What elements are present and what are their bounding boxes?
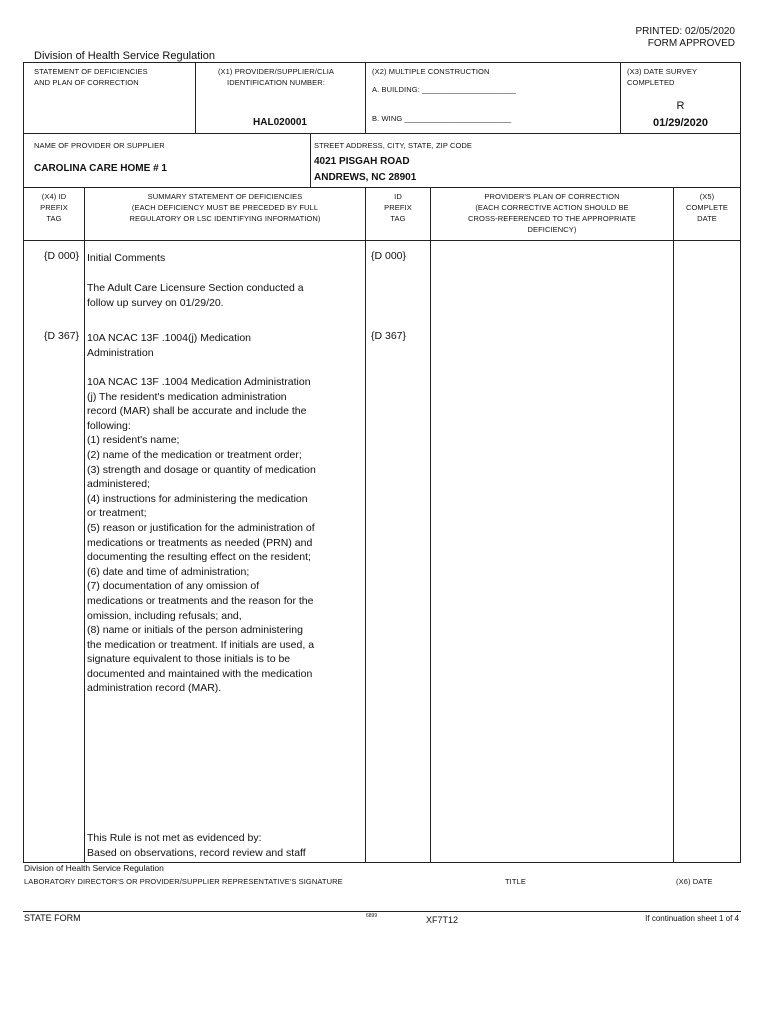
- continuation-sheet: If continuation sheet 1 of 4: [645, 914, 739, 923]
- form-code-small: 6899: [366, 913, 378, 919]
- footer-division: Division of Health Service Regulation: [24, 863, 164, 873]
- street-line2: ANDREWS, NC 28901: [314, 172, 417, 183]
- x3-date: 01/29/2020: [652, 117, 709, 129]
- title-label: TITLE: [505, 877, 526, 886]
- wing-label: B. WING _________________________: [372, 114, 512, 123]
- form-id: XF7T12: [426, 915, 459, 925]
- state-form: STATE FORM: [24, 913, 81, 923]
- street-label: STREET ADDRESS, CITY, STATE, ZIP CODE: [314, 141, 473, 150]
- provider-name: CAROLINA CARE HOME # 1: [34, 163, 167, 174]
- col-x4-header: (X4) ID PREFIX TAG: [40, 192, 68, 223]
- x1-value: HAL020001: [253, 117, 307, 128]
- tag-d367: {D 367}: [44, 330, 80, 342]
- x1-label: (X1) PROVIDER/SUPPLIER/CLIA IDENTIFICATION NUMBER:: [217, 67, 335, 87]
- x3-r: R: [676, 100, 685, 112]
- building-label: A. BUILDING: ______________________: [372, 85, 517, 94]
- division-header: Division of Health Service Regulation: [34, 50, 215, 62]
- tag-d000: {D 000}: [44, 250, 80, 262]
- evidence-text: This Rule is not met as evidenced by: Based on observations, record review and staff: [87, 832, 306, 859]
- col-x5-header: (X5) COMPLETE DATE: [685, 192, 729, 223]
- signature-label: LABORATORY DIRECTOR'S OR PROVIDER/SUPPLIER REPRESENTATIVE'S SIGNATURE: [24, 877, 343, 886]
- x2-label: (X2) MULTIPLE CONSTRUCTION: [372, 67, 490, 76]
- tag-d000-right: {D 000}: [371, 250, 407, 262]
- tag-d367-right: {D 367}: [371, 330, 407, 342]
- initial-comments: Initial Comments: [87, 252, 166, 264]
- x6-date-label: (X6) DATE: [676, 877, 713, 886]
- col-summary-header: SUMMARY STATEMENT OF DEFICIENCIES (EACH DEFICIENCY MUST BE PRECEDED BY FULL REGULATORY OR LSC IDENTIFYING INFORMATION): [129, 192, 321, 223]
- rule-title: 10A NCAC 13F .1004(j) Medication Administration: [87, 332, 251, 359]
- printed-date: PRINTED: 02/05/2020: [635, 26, 735, 37]
- form-approved: FORM APPROVED: [647, 38, 735, 49]
- footer-rule: [23, 911, 741, 912]
- statement-label: STATEMENT OF DEFICIENCIES AND PLAN OF CORRECTION: [34, 67, 148, 87]
- col-id-header: ID PREFIX TAG: [384, 192, 412, 223]
- col-plan-header: PROVIDER'S PLAN OF CORRECTION (EACH CORRECTIVE ACTION SHOULD BE CROSS-REFERENCED TO THE APPROPRIATE DEFICIENCY): [468, 192, 636, 234]
- rule-text: 10A NCAC 13F .1004 Medication Administration (j) The resident's medication administration record (MAR) shall be accurate and include the following: (1) resident's name; (2) name of the medication or treatment order; (3) strength and dosage or quantity of medication administered; (4) instructions for administering the medication or treatment; (5) reason or justification for the administration of medications or treatments as needed (PRN) and documenting the resulting effect on the resident; (6) date and time of administration; (7) documentation of any omission of medications or treatments and the reason for the omission, including refusals; and, (8) name or initials of the person administering the medication or treatment. If initials are used, a signature equivalent to those initials is to be documented and maintained with the medication administration record (MAR).: [87, 376, 316, 695]
- x3-label: (X3) DATE SURVEY COMPLETED: [627, 67, 698, 87]
- survey-note: The Adult Care Licensure Section conducted a follow up survey on 01/29/20.: [87, 282, 304, 309]
- street-line1: 4021 PISGAH ROAD: [314, 156, 410, 167]
- provider-name-label: NAME OF PROVIDER OR SUPPLIER: [34, 141, 165, 150]
